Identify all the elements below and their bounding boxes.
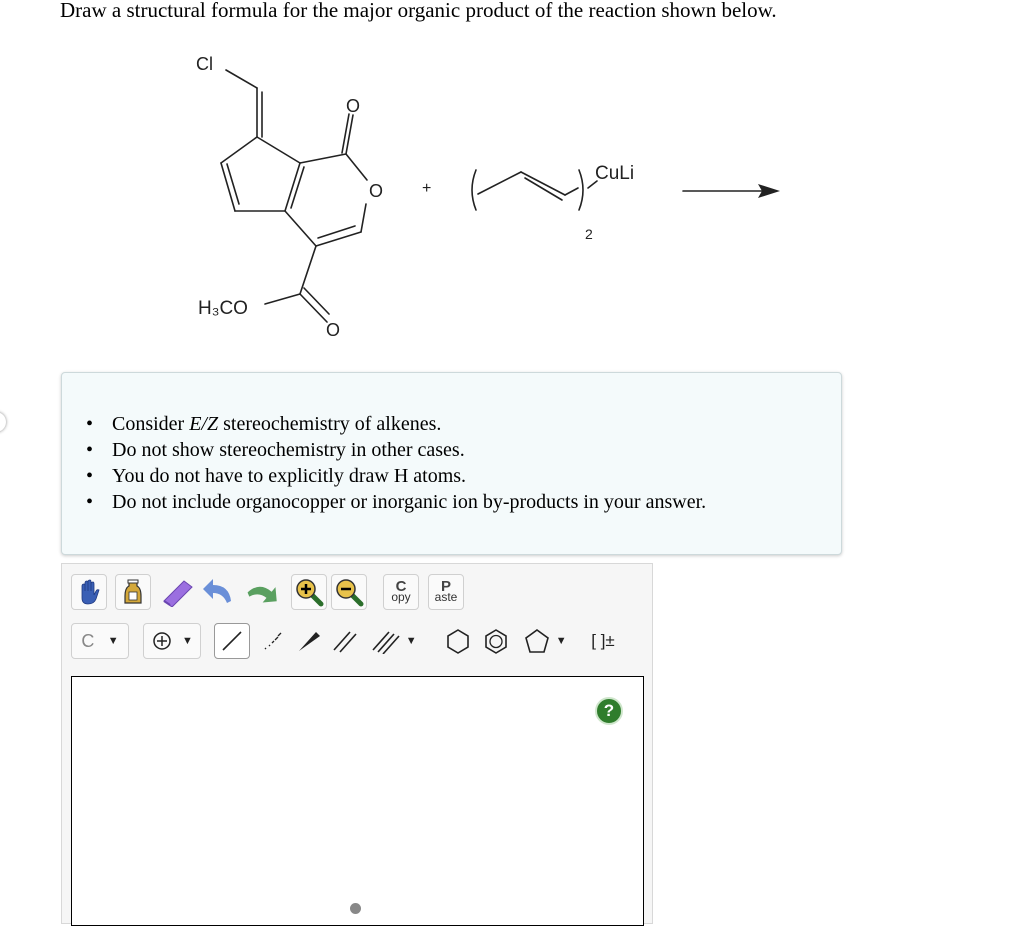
- cuprate-subscript: 2: [585, 226, 593, 242]
- zoom-in-icon: [294, 577, 324, 607]
- double-bond-tool[interactable]: [327, 623, 363, 659]
- side-handle[interactable]: [0, 412, 6, 432]
- question-text: Draw a structural formula for the major organic product of the reaction shown below.: [60, 0, 777, 22]
- charge-plus-icon: [151, 630, 173, 652]
- cyclohexane-tool[interactable]: [440, 623, 476, 659]
- benzene-tool[interactable]: [478, 623, 514, 659]
- hexagon-icon: [444, 627, 472, 655]
- reaction-scheme: [0, 0, 1024, 360]
- instructions-box: [61, 372, 842, 555]
- hand-tool[interactable]: [71, 574, 107, 610]
- benzene-icon: [482, 627, 510, 655]
- zoom-out-button[interactable]: [331, 574, 367, 610]
- element-select[interactable]: C ▼: [71, 623, 129, 659]
- chevron-down-icon: ▼: [555, 635, 567, 647]
- redo-button[interactable]: [243, 574, 279, 610]
- cyclopentane-tool[interactable]: [516, 623, 574, 659]
- undo-button[interactable]: [203, 574, 239, 610]
- molecule-editor: [61, 563, 653, 924]
- charge-select[interactable]: [143, 623, 201, 659]
- ester-oxygen: O: [326, 320, 341, 340]
- carbonyl-oxygen-top: O: [346, 96, 361, 116]
- paste-button[interactable]: P aste: [428, 574, 464, 610]
- wedge-bond-tool[interactable]: [291, 623, 327, 659]
- ester-group-label: H₃CO: [198, 298, 248, 319]
- hashed-bond-icon: [260, 628, 286, 654]
- undo-icon: [203, 577, 239, 607]
- triple-bond-tool[interactable]: [365, 623, 423, 659]
- ring-oxygen: O: [369, 181, 384, 201]
- single-bond-icon: [219, 628, 245, 654]
- instruction-item: • You do not have to explicitly draw H atoms.: [112, 463, 706, 489]
- instruction-item: • Do not include organocopper or inorganic ion by-products in your answer.: [112, 489, 706, 515]
- help-button[interactable]: ?: [595, 697, 623, 725]
- chevron-down-icon: ▼: [405, 635, 417, 647]
- instruction-item: • Do not show stereochemistry in other cases.: [112, 437, 706, 463]
- instruction-item: • Consider E/Z stereochemistry of alkenes.: [112, 411, 706, 437]
- redo-icon: [243, 577, 279, 607]
- copy-button[interactable]: C opy: [383, 574, 419, 610]
- drawing-canvas[interactable]: [71, 676, 644, 926]
- single-bond-tool[interactable]: [214, 623, 250, 659]
- eraser-icon: [160, 577, 194, 607]
- plus-sign: +: [422, 180, 432, 197]
- zoom-out-icon: [334, 577, 364, 607]
- hashed-bond-tool[interactable]: [255, 623, 291, 659]
- pentagon-icon: [523, 627, 551, 655]
- canvas-cursor-dot: [350, 903, 361, 914]
- beaker-icon: [121, 578, 145, 606]
- chevron-down-icon: ▼: [107, 635, 119, 647]
- eraser-tool[interactable]: [159, 574, 195, 610]
- zoom-in-button[interactable]: [291, 574, 327, 610]
- charge-bracket-tool[interactable]: [ ]±: [591, 631, 615, 650]
- chlorine-label: Cl: [196, 54, 213, 74]
- instructions-list: [112, 411, 706, 515]
- double-bond-icon: [331, 628, 359, 654]
- chevron-down-icon: ▼: [182, 635, 193, 647]
- cuprate-reagent: CuLi: [595, 163, 635, 184]
- clear-tool[interactable]: [115, 574, 151, 610]
- triple-bond-icon: [371, 628, 401, 654]
- hand-icon: [76, 579, 102, 605]
- wedge-bond-icon: [296, 628, 322, 654]
